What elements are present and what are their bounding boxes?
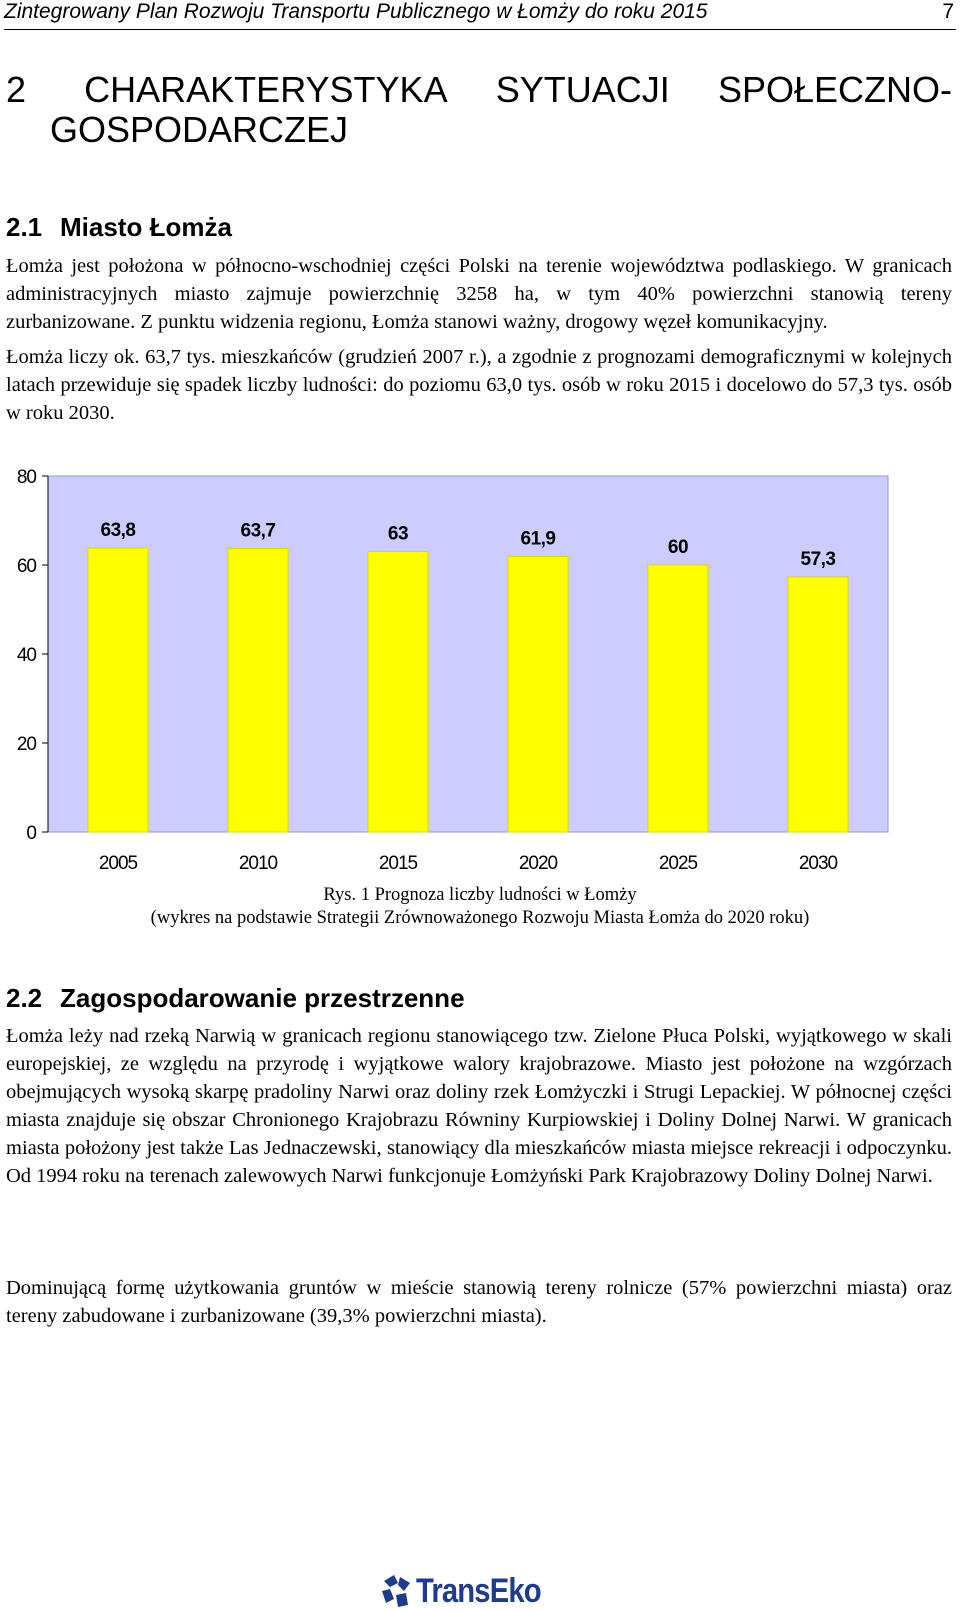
header-title: Zintegrowany Plan Rozwoju Transportu Publicznego w Łomży do roku 2015 — [4, 0, 708, 23]
plot-area — [48, 476, 888, 832]
subsection-number: 2.2 — [6, 983, 43, 1013]
figure-caption-line1: Rys. 1 Prognoza liczby ludności w Łomży — [323, 885, 637, 905]
subsection-heading-2-2 — [6, 983, 465, 1013]
paragraph-location: Łomża jest położona w północno-wschodniej części Polski na terenie województwa podlaskiego. W granicach administracyjnych miasto zajmuje powierzchnię 3258 ha, w tym 40% powierzchni stanowią tereny zurbanizowane. Z punktu widzenia regionu, Łomża stanowi ważny, drogowy węzeł komunikacyjny. — [6, 255, 952, 333]
page-header — [4, 0, 956, 30]
x-tick-label: 2030 — [798, 853, 838, 874]
transeko-logo-icon — [380, 1573, 414, 1609]
paragraph-landscape: Łomża leży nad rzeką Narwią w granicach regionu stanowiącego tzw. Zielone Płuca Polski, wyjątkowego w skali europejskiej, ze względu na przyrodę i wyjątkowe walory krajobrazowe. Miasto jest położone na wzgórzach obejmujących wysoką skarpę pradoliny Narwi oraz doliny rzek Łomżyczki i Strugi Lepackiej. W północnej części miasta znajduje się obszar Chronionego Krajobrazu Równiny Kurpiowskiej i Doliny Dolnej Narwi. W granicach miasta położony jest także Las Jednaczewski, stanowiący dla mieszkańców miasta miejsce rekreacji i odpoczynku. Od 1994 roku na terenach zalewowych Narwi funkcjonuje Łomżyński Park Krajobrazowy Doliny Dolnej Narwi. — [6, 1025, 952, 1187]
bar-value-label: 57,3 — [800, 549, 836, 571]
subsection-number: 2.1 — [6, 212, 43, 242]
bar — [508, 557, 568, 832]
x-axis — [99, 853, 838, 874]
bar — [368, 552, 428, 832]
section-heading — [6, 70, 952, 150]
y-tick-label: 40 — [16, 645, 36, 666]
bar — [88, 548, 148, 832]
x-tick-label: 2025 — [658, 853, 698, 874]
x-tick-label: 2010 — [238, 853, 278, 874]
bar-value-label: 63 — [387, 523, 409, 545]
x-tick-label: 2015 — [378, 853, 418, 874]
figure-caption-line2: (wykres na podstawie Strategii Zrównoważonego Rozwoju Miasta Łomża do 2020 roku) — [150, 908, 810, 928]
section-title-word: SYTUACJI — [495, 69, 670, 110]
subsection-heading-2-1 — [6, 212, 232, 242]
y-tick-label: 20 — [16, 734, 36, 755]
y-tick-label: 0 — [26, 823, 36, 844]
paragraph-population: Łomża liczy ok. 63,7 tys. mieszkańców (grudzień 2007 r.), a zgodnie z prognozami demograficznymi w kolejnych latach przewiduje się spadek liczby ludności: do poziomu 63,0 tys. osób w roku 2015 i docelowo do 57,3 tys. osób w roku 2030. — [6, 346, 952, 424]
transeko-logo — [380, 1572, 561, 1610]
paragraph-land-use: Dominującą formę użytkowania gruntów w mieście stanowią tereny rolnicze (57% powierzchni miasta) oraz tereny zabudowane i zurbanizowane (39,3% powierzchni miasta). — [6, 1277, 952, 1327]
transeko-logo-text: TransEko — [416, 1571, 541, 1610]
section-title-word: CHARAKTERYSTYKA — [84, 69, 448, 110]
population-bar-chart — [0, 462, 960, 892]
x-tick-label: 2005 — [98, 853, 138, 874]
bar-value-label: 63,7 — [240, 520, 276, 542]
y-tick-label: 80 — [16, 467, 36, 488]
bar-value-label: 63,8 — [100, 520, 136, 542]
bar-value-label: 60 — [667, 537, 689, 558]
subsection-title: Zagospodarowanie przestrzenne — [60, 983, 465, 1013]
subsection-title: Miasto Łomża — [60, 212, 232, 242]
y-tick-label: 60 — [16, 556, 36, 577]
y-axis — [17, 467, 48, 844]
page-number: 7 — [942, 0, 954, 23]
bar — [648, 565, 708, 832]
section-title-line2: GOSPODARCZEJ — [50, 109, 349, 150]
x-tick-label: 2020 — [518, 853, 558, 874]
section-heading-line1 — [6, 70, 952, 110]
bar-value-label: 61,9 — [520, 528, 556, 550]
section-title-word: SPOŁECZNO- — [717, 69, 952, 110]
bar — [228, 549, 288, 832]
bar — [788, 577, 848, 832]
section-number: 2 — [6, 69, 27, 110]
